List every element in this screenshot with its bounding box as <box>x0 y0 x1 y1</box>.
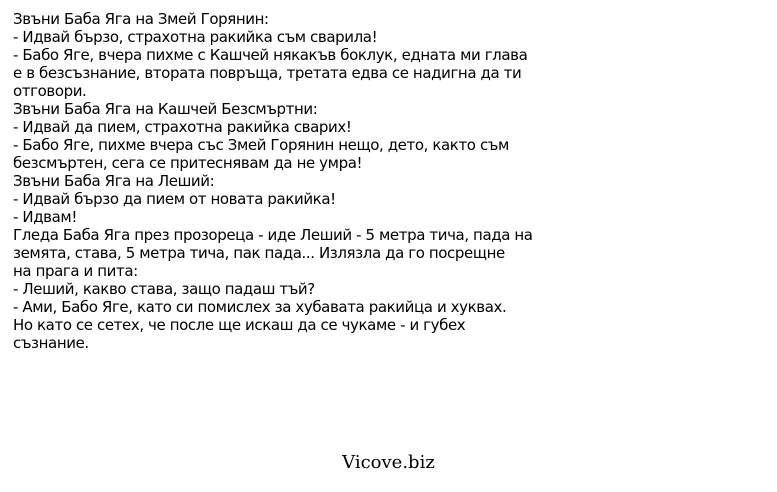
joke-line: - Бабо Яге, вчера пихме с Кашчей някакъв боклук, едната ми глава <box>13 46 528 64</box>
joke-text <box>13 10 613 352</box>
joke-line: - Бабо Яге, пихме вчера със Змей Горянин нещо, дето, както съм <box>13 136 509 154</box>
joke-line: - Идвай бързо да пием от новата ракийка! <box>13 190 336 208</box>
joke-line: Гледа Баба Яга през прозореца - иде Леший - 5 метра тича, пада на <box>13 226 533 244</box>
joke-line: Звъни Баба Яга на Змей Горянин: <box>13 10 269 28</box>
joke-line: Звъни Баба Яга на Кашчей Безсмъртни: <box>13 100 318 118</box>
joke-line: - Идвай бързо, страхотна ракийка съм сварила! <box>13 28 378 46</box>
joke-line: съзнание. <box>13 334 89 352</box>
joke-line: Звъни Баба Яга на Леший: <box>13 172 215 190</box>
joke-line: - Ами, Бабо Яге, като си помислех за хубавата ракийца и хуквах. <box>13 298 507 316</box>
joke-line: земята, става, 5 метра тича, пак пада... Излязла да го посрещне <box>13 244 505 262</box>
joke-line: на прага и пита: <box>13 262 138 280</box>
joke-line: Но като се сетех, че после ще искаш да се чукаме - и губех <box>13 316 466 334</box>
joke-line: - Идвам! <box>13 208 77 226</box>
joke-line: отговори. <box>13 82 87 100</box>
site-watermark: Vicove.biz <box>342 452 435 473</box>
joke-line: безсмъртен, сега се притеснявам да не умра! <box>13 154 363 172</box>
joke-line: - Идвай да пием, страхотна ракийка сварих! <box>13 118 352 136</box>
joke-line: е в безсъзнание, втората повръща, третата едва се надигна да ти <box>13 64 522 82</box>
joke-line: - Леший, какво става, защо падаш тъй? <box>13 280 315 298</box>
